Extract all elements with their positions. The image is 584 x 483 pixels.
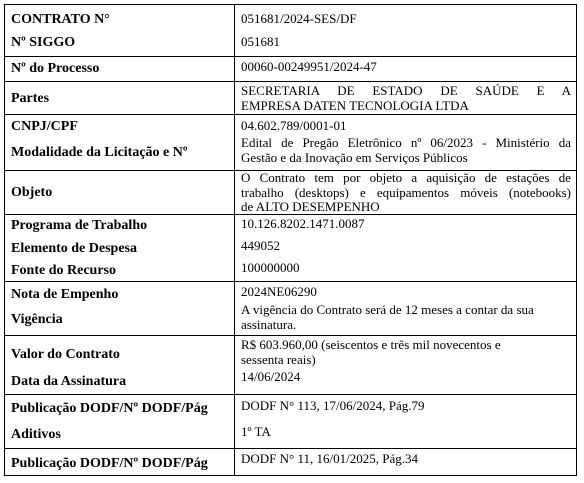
modalidade-value-line1: Edital de Pregão Eletrônico nº 06/2023 - Ministério da: [241, 135, 571, 150]
processo-value: 00060-00249951/2024-47: [241, 59, 377, 74]
siggo-label: Nº SIGGO: [11, 35, 76, 50]
publicacao-label: Publicação DODF/Nº DODF/Pág: [11, 401, 208, 416]
vigencia-label: Vigência: [11, 312, 63, 327]
cnpj-value: 04.602.789/0001-01: [241, 118, 347, 133]
fonte-label: Fonte do Recurso: [11, 263, 116, 278]
contrato-label: CONTRATO N°: [11, 12, 110, 27]
programa-value: 10.126.8202.1471.0087: [241, 216, 365, 231]
column-divider: [234, 5, 235, 475]
fonte-value: 100000000: [241, 260, 300, 275]
publicacao-aditivo-value: DODF N° 11, 16/01/2025, Pág.34: [241, 451, 418, 466]
vigencia-value-line2: assinatura.: [241, 317, 297, 332]
partes-value-line2: EMPRESA DATEN TECNOLOGIA LTDA: [241, 98, 469, 113]
elemento-value: 449052: [241, 238, 280, 253]
elemento-label: Elemento de Despesa: [11, 241, 137, 256]
valor-label: Valor do Contrato: [11, 347, 120, 362]
row-divider: [5, 335, 576, 336]
programa-label: Programa de Trabalho: [11, 218, 148, 233]
partes-value-line1: SECRETARIA DE ESTADO DE SAÚDE E A: [241, 83, 571, 98]
vigencia-value-line1: A vigência do Contrato será de 12 meses a contar da sua: [241, 302, 534, 317]
objeto-value-line2: trabalho (desktops) e equipamentos móveis (notebooks): [241, 185, 571, 200]
row-divider: [5, 214, 576, 215]
assinatura-value: 14/06/2024: [241, 369, 301, 384]
modalidade-label: Modalidade da Licitação e Nº: [11, 145, 188, 160]
empenho-value: 2024NE06290: [241, 284, 317, 299]
siggo-value: 051681: [241, 34, 280, 49]
aditivos-label: Aditivos: [11, 427, 61, 442]
partes-label: Partes: [11, 91, 50, 106]
objeto-label: Objeto: [11, 185, 53, 200]
objeto-value-line1: O Contrato tem por objeto a aquisição de estações de: [241, 170, 571, 185]
valor-value-line2: sessenta reais): [241, 352, 316, 367]
modalidade-value-line2: Gestão e da Inovação em Serviços Públicos: [241, 150, 468, 165]
row-divider: [5, 448, 576, 449]
cnpj-label: CNPJ/CPF: [11, 119, 78, 134]
row-divider: [5, 281, 576, 282]
assinatura-label: Data da Assinatura: [11, 374, 127, 389]
row-divider: [5, 81, 576, 82]
aditivos-value: 1º TA: [241, 424, 271, 439]
contract-summary-table: [4, 4, 577, 476]
row-divider: [5, 394, 576, 395]
publicacao-aditivo-label: Publicação DODF/Nº DODF/Pág: [11, 456, 208, 471]
publicacao-value: DODF N° 113, 17/06/2024, Pág.79: [241, 398, 425, 413]
row-divider: [5, 114, 576, 115]
valor-value-line1: R$ 603.960,00 (seiscentos e três mil novecentos e: [241, 337, 501, 352]
processo-label: Nº do Processo: [11, 61, 100, 76]
row-divider: [5, 56, 576, 57]
contrato-value: 051681/2024-SES/DF: [241, 11, 357, 26]
objeto-value-line3: de ALTO DESEMPENHO: [241, 199, 380, 214]
empenho-label: Nota de Empenho: [11, 287, 119, 302]
